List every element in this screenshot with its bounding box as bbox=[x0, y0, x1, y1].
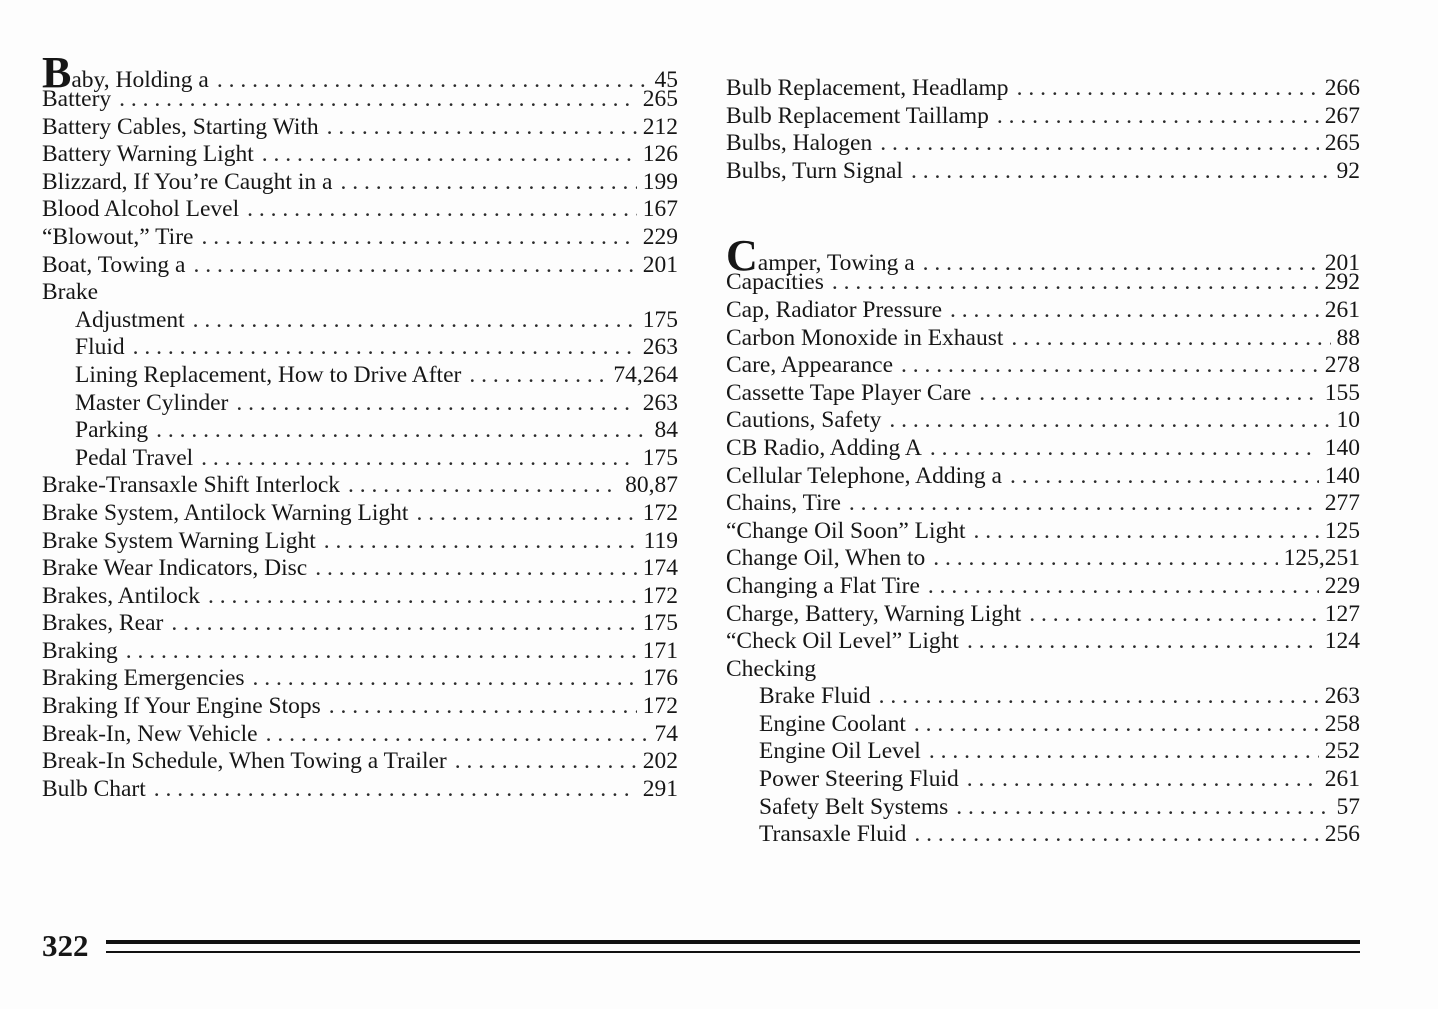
entry-pages: 10 bbox=[1336, 407, 1360, 434]
dot-leader bbox=[455, 748, 637, 776]
entry-pages: 175 bbox=[642, 610, 678, 637]
index-entry bbox=[42, 472, 678, 500]
index-entry bbox=[726, 628, 1360, 656]
entry-pages: 172 bbox=[642, 582, 678, 609]
dropcap-letter: B bbox=[42, 48, 72, 97]
entry-pages: 261 bbox=[1324, 766, 1360, 793]
entry-pages: 229 bbox=[1324, 572, 1360, 599]
index-subentry bbox=[42, 334, 678, 362]
entry-pages: 252 bbox=[1324, 738, 1360, 765]
index-entry bbox=[726, 573, 1360, 601]
dot-leader bbox=[154, 776, 637, 804]
entry-label: Brake-Transaxle Shift Interlock bbox=[42, 472, 341, 499]
dot-leader bbox=[348, 472, 619, 500]
entry-label: Changing a Flat Tire bbox=[726, 572, 920, 599]
dot-leader bbox=[950, 297, 1319, 325]
dot-leader bbox=[967, 628, 1319, 656]
dot-leader bbox=[340, 169, 636, 197]
index-subentry bbox=[42, 307, 678, 335]
dot-leader bbox=[933, 545, 1277, 573]
entry-label: Pedal Travel bbox=[75, 444, 194, 471]
entry-pages: 57 bbox=[1336, 793, 1360, 820]
index-entry bbox=[42, 141, 678, 169]
dot-leader bbox=[832, 269, 1319, 297]
entry-pages: 74 bbox=[654, 720, 678, 747]
entry-pages: 175 bbox=[642, 444, 678, 471]
entry-pages: 172 bbox=[642, 499, 678, 526]
dot-leader bbox=[201, 445, 637, 473]
dot-leader bbox=[956, 794, 1330, 822]
entry-label: Baby, Holding a bbox=[42, 48, 209, 97]
dot-leader bbox=[119, 86, 637, 114]
entry-label: Safety Belt Systems bbox=[759, 793, 949, 820]
entry-pages: 88 bbox=[1336, 324, 1360, 351]
footer-rule-thick bbox=[106, 940, 1360, 944]
index-entry bbox=[726, 490, 1360, 518]
dot-leader bbox=[208, 583, 637, 611]
index-subentry bbox=[726, 766, 1360, 794]
dot-leader bbox=[849, 490, 1319, 518]
index-heading-checking bbox=[726, 656, 1360, 684]
entry-label: Chains, Tire bbox=[726, 490, 841, 517]
index-subentry bbox=[42, 362, 678, 390]
dot-leader bbox=[133, 334, 637, 362]
dropcap-letter: C bbox=[726, 231, 758, 281]
entry-pages: 140 bbox=[1324, 462, 1360, 489]
index-entry bbox=[42, 196, 678, 224]
entry-pages: 45 bbox=[654, 67, 678, 93]
entry-pages: 176 bbox=[642, 665, 678, 692]
index-entry bbox=[42, 665, 678, 693]
entry-label: Capacities bbox=[726, 269, 824, 296]
dot-leader bbox=[193, 252, 636, 280]
entry-label: Bulbs, Turn Signal bbox=[726, 157, 903, 184]
entry-label: Parking bbox=[75, 417, 149, 444]
entry-label: Battery Warning Light bbox=[42, 141, 254, 168]
entry-pages: 202 bbox=[642, 748, 678, 775]
entry-label: Cellular Telephone, Adding a bbox=[726, 462, 1002, 489]
entry-label: Bulb Replacement Taillamp bbox=[726, 102, 989, 129]
entry-label: Braking If Your Engine Stops bbox=[42, 693, 321, 720]
entry-label: “Blowout,” Tire bbox=[42, 223, 194, 250]
entry-pages: 201 bbox=[642, 251, 678, 278]
dot-leader bbox=[1017, 75, 1319, 103]
index-entry bbox=[726, 269, 1360, 297]
entry-label: Braking bbox=[42, 637, 118, 664]
dot-leader bbox=[1010, 463, 1319, 491]
entry-pages: 127 bbox=[1324, 600, 1360, 627]
index-entry bbox=[42, 776, 678, 804]
entry-label: Care, Appearance bbox=[726, 352, 894, 379]
entry-label: Change Oil, When to bbox=[726, 545, 926, 572]
entry-pages: 277 bbox=[1324, 490, 1360, 517]
dot-leader bbox=[247, 196, 637, 224]
index-entry bbox=[726, 380, 1360, 408]
entry-pages: 92 bbox=[1336, 157, 1360, 184]
entry-label: Brake System Warning Light bbox=[42, 527, 316, 554]
dot-leader bbox=[930, 435, 1319, 463]
entry-label: Master Cylinder bbox=[75, 389, 229, 416]
index-entry bbox=[726, 407, 1360, 435]
index-entry bbox=[42, 114, 678, 142]
index-subentry bbox=[42, 390, 678, 418]
index-entry bbox=[42, 169, 678, 197]
dot-leader bbox=[879, 683, 1319, 711]
entry-label: Brake System, Antilock Warning Light bbox=[42, 499, 409, 526]
dot-leader bbox=[329, 693, 637, 721]
entry-label: Power Steering Fluid bbox=[759, 766, 959, 793]
entry-pages: 84 bbox=[654, 417, 678, 444]
entry-pages: 74,264 bbox=[613, 361, 678, 388]
entry-pages: 212 bbox=[642, 113, 678, 140]
index-entry bbox=[42, 555, 678, 583]
dot-leader bbox=[253, 665, 637, 693]
dot-leader bbox=[201, 224, 636, 252]
entry-pages: 174 bbox=[642, 555, 678, 582]
index-subentry bbox=[726, 821, 1360, 849]
entry-pages: 175 bbox=[642, 306, 678, 333]
entry-label: Transaxle Fluid bbox=[759, 821, 907, 848]
entry-label: Bulb Chart bbox=[42, 775, 146, 802]
index-entry bbox=[42, 528, 678, 556]
entry-label: Carbon Monoxide in Exhaust bbox=[726, 324, 1004, 351]
index-entry bbox=[42, 610, 678, 638]
dot-leader bbox=[315, 555, 637, 583]
dot-leader bbox=[979, 380, 1319, 408]
index-entry bbox=[726, 463, 1360, 491]
index-entry bbox=[42, 86, 678, 114]
entry-pages: 199 bbox=[642, 168, 678, 195]
entry-label: Boat, Towing a bbox=[42, 251, 186, 278]
entry-label: Checking bbox=[726, 655, 817, 682]
entry-label: Bulbs, Halogen bbox=[726, 130, 873, 157]
footer-rule-thin bbox=[106, 951, 1360, 953]
index-entry bbox=[726, 297, 1360, 325]
entry-pages: 125,251 bbox=[1283, 545, 1360, 572]
entry-pages: 291 bbox=[642, 775, 678, 802]
entry-label: Brake bbox=[42, 279, 99, 306]
entry-pages: 229 bbox=[642, 223, 678, 250]
dot-leader bbox=[901, 352, 1319, 380]
dot-leader bbox=[880, 130, 1319, 158]
entry-pages: 278 bbox=[1324, 352, 1360, 379]
entry-label: Blood Alcohol Level bbox=[42, 196, 240, 223]
entry-pages: 171 bbox=[642, 637, 678, 664]
entry-pages: 266 bbox=[1324, 75, 1360, 101]
entry-label: Camper, Towing a bbox=[726, 231, 915, 281]
entry-pages: 125 bbox=[1324, 517, 1360, 544]
dot-leader bbox=[266, 721, 649, 749]
entry-pages: 126 bbox=[642, 141, 678, 168]
entry-label: Adjustment bbox=[75, 306, 185, 333]
entry-label: Cassette Tape Player Care bbox=[726, 379, 972, 406]
entry-pages: 265 bbox=[1324, 130, 1360, 157]
index-subentry bbox=[726, 683, 1360, 711]
index-entry bbox=[42, 500, 678, 528]
entry-label: CB Radio, Adding A bbox=[726, 434, 922, 461]
entry-pages: 265 bbox=[642, 86, 678, 112]
index-entry bbox=[726, 103, 1360, 131]
index-subentry bbox=[726, 738, 1360, 766]
dot-leader bbox=[156, 417, 648, 445]
entry-label: Engine Oil Level bbox=[759, 738, 921, 765]
entry-label: Cautions, Safety bbox=[726, 407, 882, 434]
index-subentry bbox=[726, 711, 1360, 739]
index-entry bbox=[42, 748, 678, 776]
dot-leader bbox=[914, 821, 1318, 849]
index-entry bbox=[726, 518, 1360, 546]
index-entry bbox=[726, 352, 1360, 380]
dot-leader bbox=[327, 114, 637, 142]
entry-label: Cap, Radiator Pressure bbox=[726, 296, 943, 323]
index-entry bbox=[726, 545, 1360, 573]
index-entry bbox=[726, 75, 1360, 103]
dot-leader bbox=[1029, 601, 1318, 629]
dot-leader bbox=[929, 738, 1319, 766]
entry-label: “Change Oil Soon” Light bbox=[726, 517, 966, 544]
entry-label: Break-In Schedule, When Towing a Trailer bbox=[42, 748, 447, 775]
entry-pages: 267 bbox=[1324, 102, 1360, 129]
dot-leader bbox=[262, 141, 637, 169]
dot-leader bbox=[914, 711, 1319, 739]
entry-pages: 263 bbox=[642, 334, 678, 361]
index-entry bbox=[42, 583, 678, 611]
entry-label: Brake Fluid bbox=[759, 683, 871, 710]
index-subentry bbox=[726, 794, 1360, 822]
dot-leader bbox=[889, 407, 1330, 435]
dot-leader bbox=[324, 528, 638, 556]
entry-pages: 258 bbox=[1324, 710, 1360, 737]
entry-label: Bulb Replacement, Headlamp bbox=[726, 75, 1009, 101]
entry-label: Battery bbox=[42, 86, 112, 112]
dot-leader bbox=[193, 307, 637, 335]
entry-label: Brakes, Rear bbox=[42, 610, 164, 637]
dot-leader bbox=[236, 390, 636, 418]
entry-pages: 261 bbox=[1324, 296, 1360, 323]
entry-pages: 263 bbox=[642, 389, 678, 416]
index-entry bbox=[726, 130, 1360, 158]
index-entry bbox=[42, 693, 678, 721]
index-subentry bbox=[42, 445, 678, 473]
dot-leader bbox=[974, 518, 1319, 546]
index-entry bbox=[42, 638, 678, 666]
index-entry bbox=[42, 224, 678, 252]
entry-label: Braking Emergencies bbox=[42, 665, 245, 692]
index-entry bbox=[726, 158, 1360, 186]
entry-pages: 201 bbox=[1324, 250, 1360, 277]
index-column-right bbox=[726, 58, 1360, 849]
entry-label: “Check Oil Level” Light bbox=[726, 628, 959, 655]
entry-label: Blizzard, If You’re Caught in a bbox=[42, 168, 333, 195]
dot-leader bbox=[1011, 325, 1330, 353]
dot-leader bbox=[911, 158, 1331, 186]
entry-pages: 167 bbox=[642, 196, 678, 223]
entry-pages: 140 bbox=[1324, 434, 1360, 461]
entry-label: Battery Cables, Starting With bbox=[42, 113, 319, 140]
entry-pages: 119 bbox=[643, 527, 678, 554]
index-entry bbox=[726, 325, 1360, 353]
entry-pages: 155 bbox=[1324, 379, 1360, 406]
entry-pages: 124 bbox=[1324, 628, 1360, 655]
entry-pages: 256 bbox=[1324, 821, 1360, 848]
entry-pages: 263 bbox=[1324, 683, 1360, 710]
index-subentry bbox=[42, 417, 678, 445]
dot-leader bbox=[469, 362, 607, 390]
entry-label: Brake Wear Indicators, Disc bbox=[42, 555, 308, 582]
dot-leader bbox=[126, 638, 637, 666]
index-entry bbox=[726, 601, 1360, 629]
entry-pages: 80,87 bbox=[625, 472, 678, 499]
index-entry bbox=[42, 252, 678, 280]
index-column-left bbox=[42, 48, 678, 803]
entry-pages: 172 bbox=[642, 693, 678, 720]
page-footer bbox=[42, 926, 1360, 966]
dot-leader bbox=[928, 573, 1319, 601]
entry-label: Lining Replacement, How to Drive After bbox=[75, 361, 462, 388]
index-heading-brake bbox=[42, 279, 678, 307]
page-number: 322 bbox=[42, 928, 89, 963]
entry-label: Fluid bbox=[75, 334, 125, 361]
dot-leader bbox=[171, 610, 636, 638]
entry-label: Brakes, Antilock bbox=[42, 582, 200, 609]
index-entry bbox=[726, 435, 1360, 463]
dot-leader bbox=[967, 766, 1319, 794]
entry-pages: 292 bbox=[1324, 269, 1360, 296]
section-spacer bbox=[726, 185, 1360, 241]
dot-leader bbox=[416, 500, 636, 528]
entry-label: Charge, Battery, Warning Light bbox=[726, 600, 1022, 627]
entry-label: Engine Coolant bbox=[759, 710, 906, 737]
index-entry bbox=[42, 721, 678, 749]
entry-label: Break-In, New Vehicle bbox=[42, 720, 258, 747]
dot-leader bbox=[997, 103, 1319, 131]
